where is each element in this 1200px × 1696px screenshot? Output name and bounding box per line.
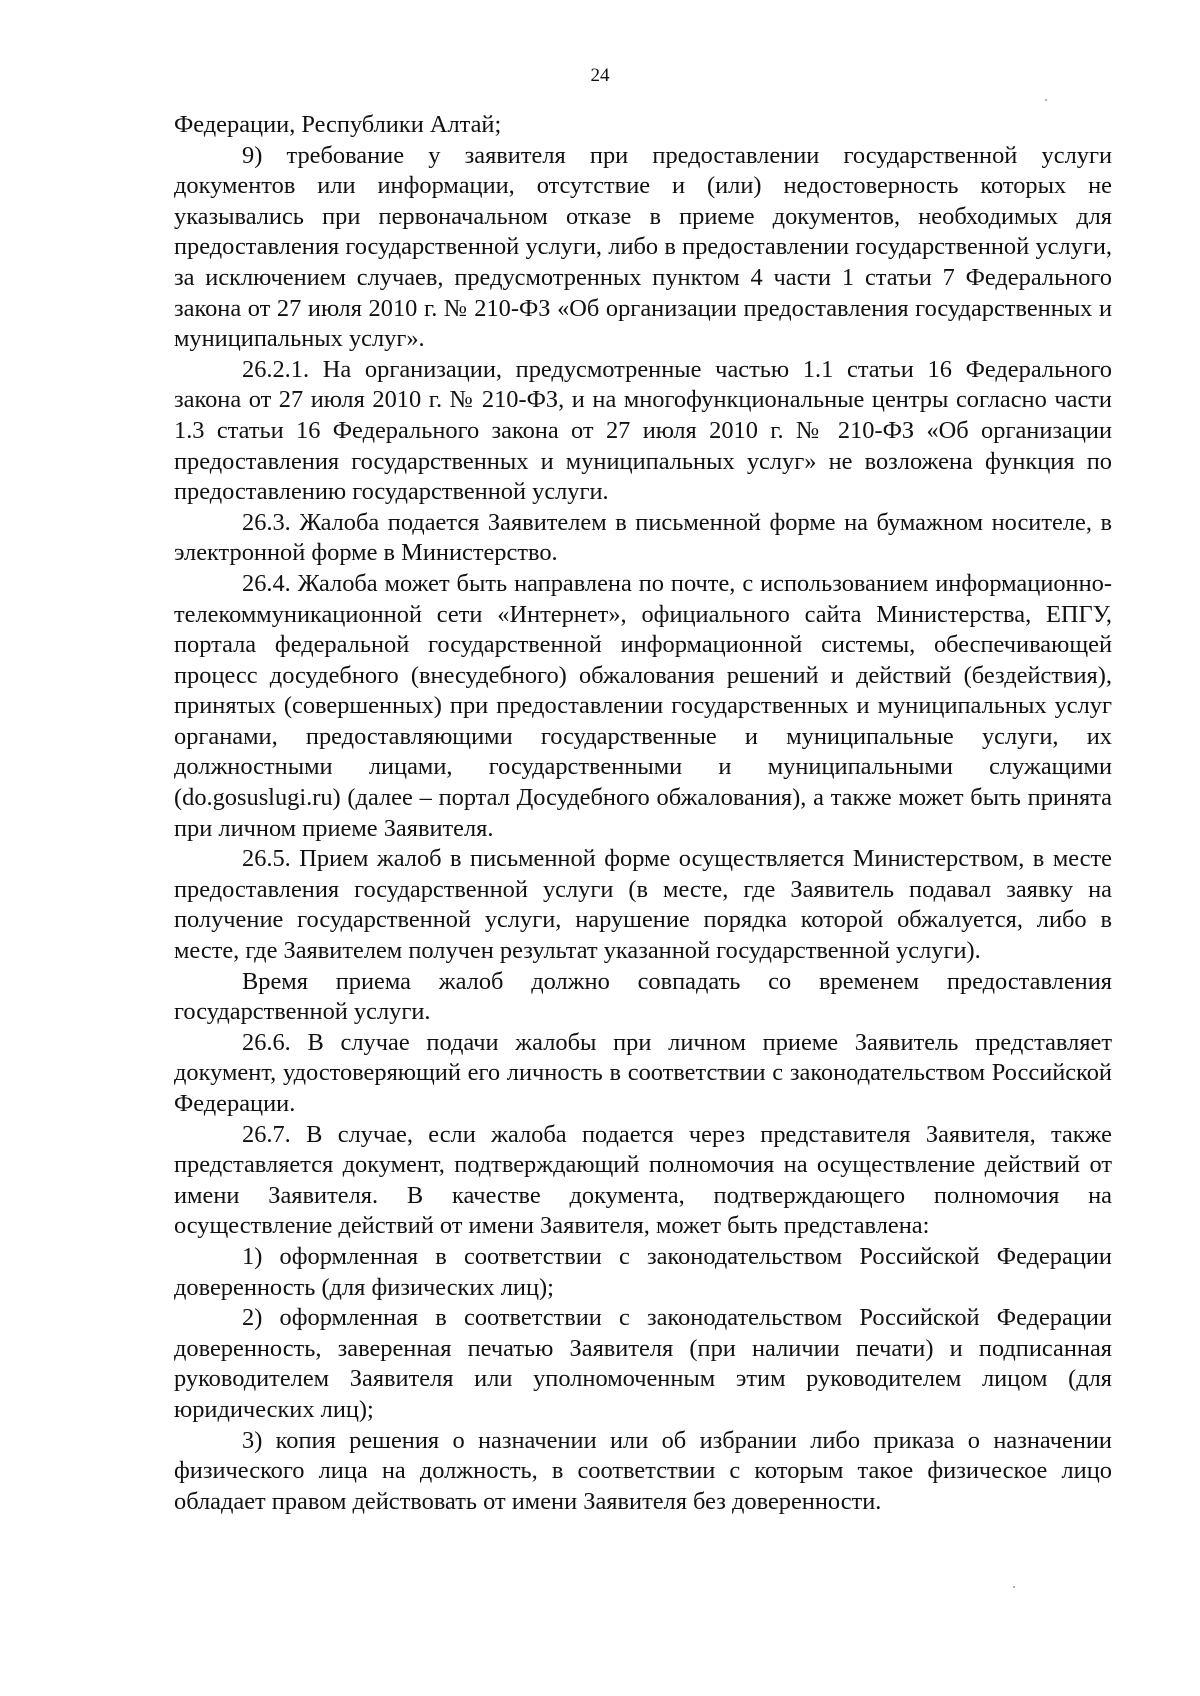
paragraph-26-5: 26.5. Прием жалоб в письменной форме осуществляется Министерством, в месте предоставления государственной услуги (в месте, где Заявитель подавал заявку на получение государственной услуги, нарушение порядка которой обжалуется, либо в месте, где Заявителем получен результат указанной государственной услуги). [174,845,1112,965]
list-item-3: 3) копия решения о назначении или об избрании либо приказа о назначении физического лица на должность, в соответствии с которым такое физическое лицо обладает правом действовать от имени Заявителя без доверенности. [174,1426,1112,1515]
list-item-1: 1) оформленная в соответствии с законодательством Российской Федерации доверенность (для физических лиц); [174,1242,1112,1301]
paragraph-26-6: 26.6. В случае подачи жалобы при личном приеме Заявитель представляет документ, удостоверяющий его личность в соответствии с законодательством Российской Федерации. [174,1028,1112,1117]
list-item-2: 2) оформленная в соответствии с законодательством Российской Федерации доверенность, заверенная печатью Заявителя (при наличии печати) и подписанная руководителем Заявителя или уполномоченным этим руководителем лицом (для юридических лиц); [174,1304,1112,1423]
paragraph-item-9: 9) требование у заявителя при предоставлении государственной услуги документов или информации, отсутствие и (или) недостоверность которых не указывались при первоначальном отказе в приеме документов, необходимых для предоставления государственной услуги, либо в предоставлении государственной услуги, за исключением случаев, предусмотренных пунктом 4 части 1 статьи 7 Федерального закона от 27 июля 2010 г. № 210-ФЗ «Об организации предоставления государственных и муниципальных услуг». [174,141,1112,353]
scan-speck [1045,99,1047,101]
paragraph-26-2-1: 26.2.1. На организации, предусмотренные частью 1.1 статьи 16 Федерального закона от 27 июля 2010 г. № 210-ФЗ, и на многофункциональные центры согласно части 1.3 статьи 16 Федерального закона от 27 июля 2010 г. № 210-ФЗ «Об организации предоставления государственных и муниципальных услуг» не возложена функция по предоставлению государственной услуги. [174,355,1112,506]
paragraph-26-4: 26.4. Жалоба может быть направлена по почте, с использованием информационно-телекоммуникационной сети «Интернет», официального сайта Министерства, ЕПГУ, портала федеральной государственной информационной системы, обеспечивающей процесс досудебного (внесудебного) обжалования решений и действий (бездействия), принятых (совершенных) при предоставлении государственных и муниципальных услуг органами, предоставляющими государственные и муниципальные услуги, их должностными лицами, государственными и муниципальными служащими (do.gosuslugi.ru) (далее – портал Досудебного обжалования), а также может быть принята при личном приеме Заявителя. [174,569,1112,842]
scan-speck [1013,1586,1015,1588]
paragraph-26-3: 26.3. Жалоба подается Заявителем в письменной форме на бумажном носителе, в электронной форме в Министерство. [174,508,1112,567]
page-number: 24 [590,65,610,86]
paragraph-reception-time: Время приема жалоб должно совпадать со временем предоставления государственной услуги. [174,967,1112,1026]
document-body [174,110,1112,1517]
paragraph-26-7: 26.7. В случае, если жалоба подается через представителя Заявителя, также представляется документ, подтверждающий полномочия на осуществление действий от имени Заявителя. В качестве документа, подтверждающего полномочия на осуществление действий от имени Заявителя, может быть представлена: [174,1120,1112,1240]
paragraph-continuation: Федерации, Республики Алтай; [174,111,502,138]
